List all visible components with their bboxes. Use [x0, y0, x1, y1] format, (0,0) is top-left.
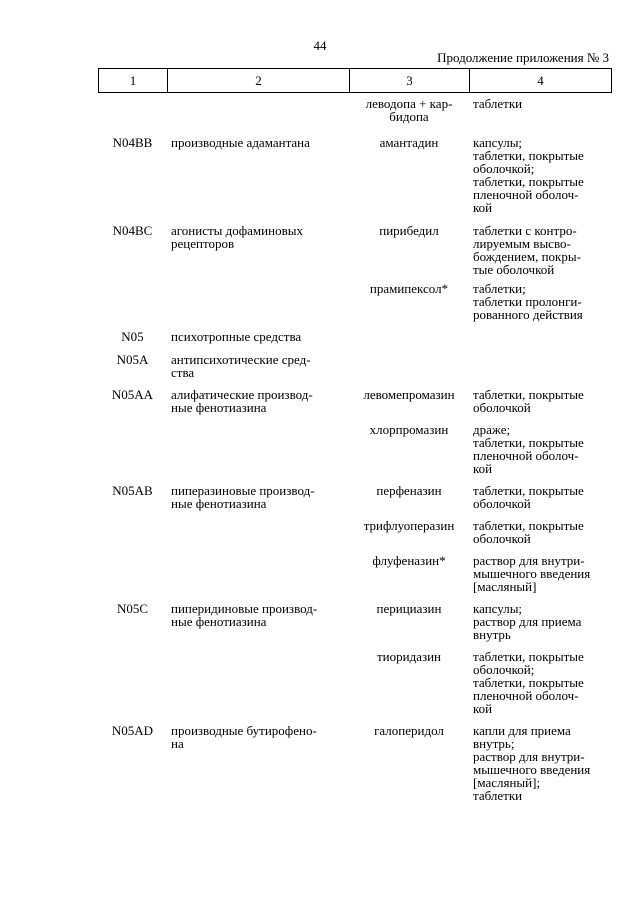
drug-group: пиперазиновые производ- ные фенотиазина: [171, 483, 315, 511]
dosage-form: таблетки, покрытые оболочкой: [473, 387, 584, 415]
table-row: [98, 650, 612, 724]
table-row: [98, 484, 612, 519]
dosage-form: таблетки; таблетки пролонги- рованного действия: [473, 281, 583, 322]
dosage-form: раствор для внутри- мышечного введения [масляный]: [473, 553, 591, 594]
atc-code: N05AB: [112, 483, 153, 498]
table-row: [98, 519, 612, 554]
table-row: [98, 724, 612, 806]
drug-name: хлорпромазин: [369, 422, 449, 437]
atc-code: [98, 554, 167, 602]
table-row: [98, 353, 612, 388]
drug-group: алифатические производ- ные фенотиазина: [171, 387, 313, 415]
drug-name: прамипексол*: [369, 281, 449, 296]
atc-code: N05: [121, 329, 144, 344]
drug-name: левомепромазин: [363, 387, 455, 402]
dosage-form: капли для приема внутрь; раствор для внутри- мышечного введения [масляный]; таблетки: [473, 723, 591, 803]
table-row: [98, 554, 612, 602]
drug-name: леводопа + кар- бидопа: [365, 96, 453, 124]
header-col-1: 1: [99, 69, 168, 92]
atc-code: N05A: [116, 352, 149, 367]
atc-code: [98, 97, 167, 136]
drug-name: [349, 330, 469, 353]
atc-code: [98, 423, 167, 484]
dosage-form: таблетки с контро- лируемым высво- бождением, покры- тые оболочкой: [473, 223, 581, 277]
table-row: [98, 423, 612, 484]
drug-group: агонисты дофаминовых рецепторов: [171, 223, 303, 251]
drug-group: [167, 519, 349, 554]
atc-code: [98, 282, 167, 330]
drug-group: пиперидиновые производ- ные фенотиазина: [171, 601, 318, 629]
drug-group: [167, 554, 349, 602]
dosage-form: драже; таблетки, покрытые пленочной оболоч- кой: [473, 422, 584, 476]
table-row: [98, 136, 612, 224]
atc-code: N05C: [116, 601, 149, 616]
page-number: 44: [313, 38, 327, 53]
drug-name: трифлуоперазин: [363, 518, 455, 533]
drug-name: [349, 353, 469, 388]
drug-name: флуфеназин*: [372, 553, 446, 568]
dosage-form: таблетки, покрытые оболочкой: [473, 483, 584, 511]
header-col-4: 4: [537, 73, 544, 88]
drug-group: производные адамантана: [171, 135, 310, 150]
dosage-form: [469, 330, 610, 353]
drug-group: производные бутирофено- на: [171, 723, 317, 751]
dosage-form: капсулы; раствор для приема внутрь: [473, 601, 582, 642]
atc-code: N05AD: [111, 723, 154, 738]
table-row: [98, 224, 612, 282]
drug-group: антипсихотические сред- ства: [171, 352, 311, 380]
dosage-form: таблетки, покрытые оболочкой: [473, 518, 584, 546]
atc-code: [98, 519, 167, 554]
atc-code: [98, 650, 167, 724]
drug-group: [167, 423, 349, 484]
header-col-3: 3: [350, 69, 470, 92]
continuation-title: Продолжение приложения № 3: [437, 50, 609, 65]
drug-name: перфеназин: [376, 483, 442, 498]
drug-group: [167, 97, 349, 136]
drug-name: амантадин: [379, 135, 439, 150]
dosage-form: таблетки, покрытые оболочкой; таблетки, покрытые пленочной оболоч- кой: [473, 649, 584, 716]
dosage-form: капсулы; таблетки, покрытые оболочкой; таблетки, покрытые пленочной оболоч- кой: [473, 135, 584, 215]
drug-group: [167, 650, 349, 724]
table-row: [98, 602, 612, 650]
drug-name: пирибедил: [379, 223, 439, 238]
table-row: [98, 388, 612, 423]
dosage-form: [469, 353, 610, 388]
drug-name: перициазин: [376, 601, 442, 616]
table-row: [98, 282, 612, 330]
dosage-form: таблетки: [473, 96, 523, 111]
table-body: [98, 97, 612, 806]
table-row: [98, 330, 612, 353]
header-col-2: 2: [168, 69, 350, 92]
drug-name: галоперидол: [374, 723, 444, 738]
drug-group: [167, 282, 349, 330]
atc-code: N04BC: [112, 223, 153, 238]
atc-code: N05AA: [111, 387, 154, 402]
atc-code: N04BB: [112, 135, 153, 150]
table-row: [98, 97, 612, 136]
drug-name: тиоридазин: [376, 649, 442, 664]
table-header: [98, 68, 612, 93]
drug-group: психотропные средства: [171, 329, 302, 344]
